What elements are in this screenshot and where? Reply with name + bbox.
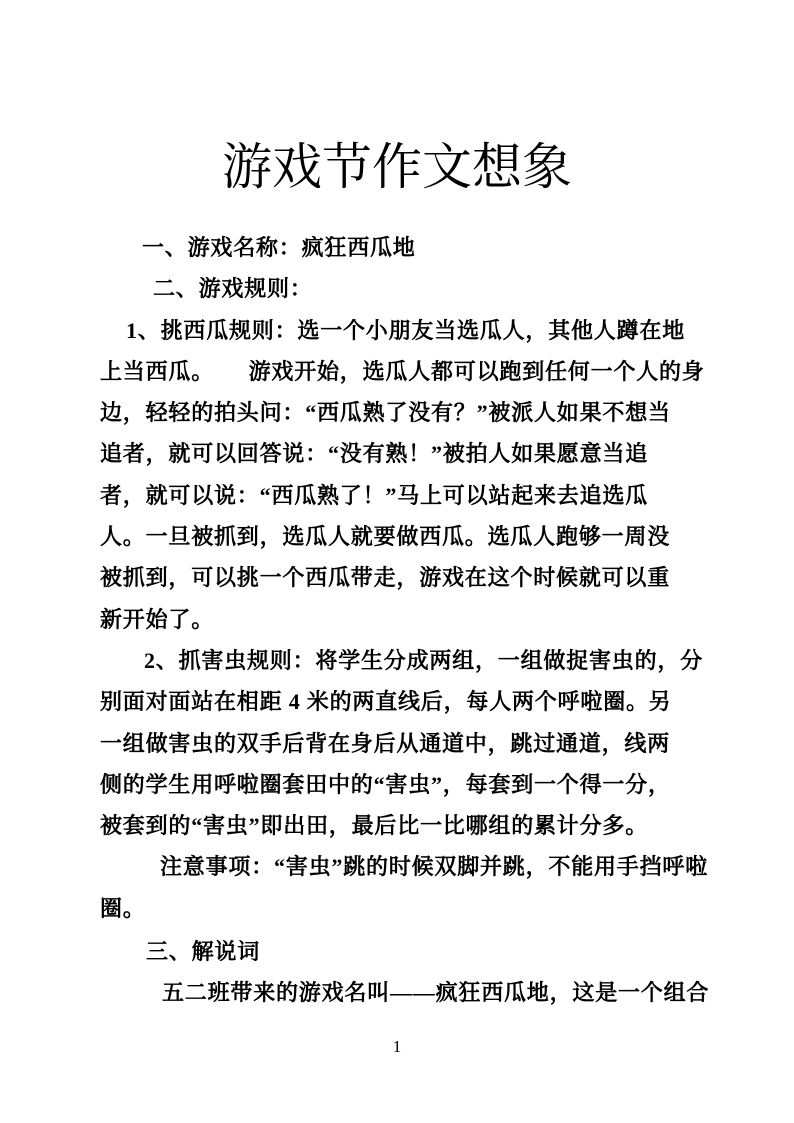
heading-game-rules: 二、游戏规则： [153, 276, 313, 302]
document-body [100, 227, 710, 1014]
rule1-line: 追者，就可以回答说：“没有熟！”被拍人如果愿意当追 [100, 441, 649, 467]
page-number: 1 [392, 1037, 402, 1056]
rule2-line: 一组做害虫的双手后背在身后从通道中，跳过通道，线两 [100, 730, 671, 756]
rule1-line: 新开始了。 [100, 606, 215, 632]
notes-line: 圈。 [100, 895, 146, 921]
rule1-line: 被抓到，可以挑一个西瓜带走，游戏在这个时候就可以重 [100, 565, 671, 591]
rule2-line: 侧的学生用呼啦圈套田中的“害虫”，每套到一个得一分， [100, 771, 671, 797]
rule2-line: 别面对面站在相距 4 米的两直线后，每人两个呼啦圈。另 [100, 689, 672, 715]
rule1-line: 边，轻轻的拍头问：“西瓜熟了没有？”被派人如果不想当 [100, 400, 671, 426]
rule1-line: 上当西瓜。 游戏开始，选瓜人都可以跑到任何一个人的身 [100, 358, 705, 384]
heading-commentary: 三、解说词 [146, 939, 261, 965]
rule2-line: 被套到的“害虫”即出田，最后比一比哪组的累计分多。 [100, 813, 649, 839]
rule1-line: 者，就可以说：“西瓜熟了！”马上可以站起来去追选瓜 [100, 482, 649, 508]
document-title: 游戏节作文想象 [222, 139, 572, 195]
rule2-line: 2、抓害虫规则：将学生分成两组，一组做捉害虫的，分 [144, 647, 704, 673]
notes-line: 注意事项：“害虫”跳的时候双脚并跳，不能用手挡呼啦 [160, 854, 709, 880]
commentary-line: 五二班带来的游戏名叫——疯狂西瓜地，这是一个组合 [162, 980, 710, 1006]
heading-game-name: 一、游戏名称：疯狂西瓜地 [142, 235, 416, 260]
rule1-line: 人。一旦被抓到，选瓜人就要做西瓜。选瓜人跑够一周没 [100, 524, 671, 550]
rule1-line: 1、挑西瓜规则：选一个小朋友当选瓜人，其他人蹲在地 [126, 317, 686, 343]
